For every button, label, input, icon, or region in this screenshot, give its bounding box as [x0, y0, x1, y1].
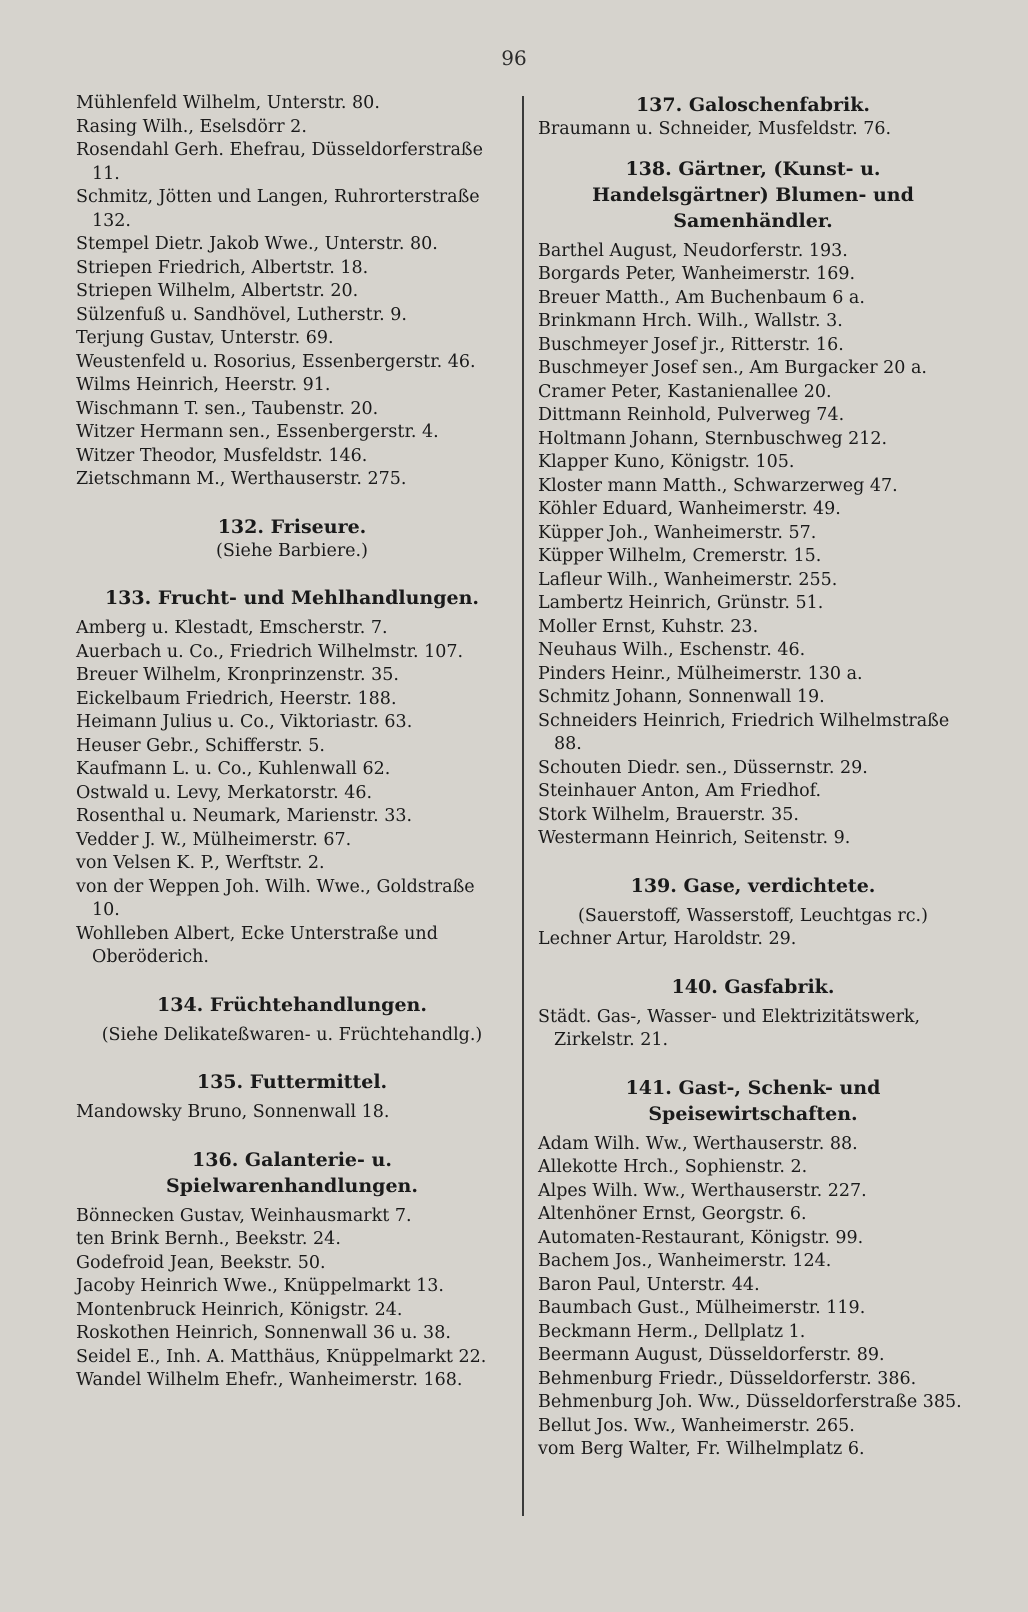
list-item: Borgards Peter, Wanheimerstr. 169.	[538, 264, 856, 284]
list-item: Weustenfeld u. Rosorius, Essenbergerstr. 46.	[76, 351, 476, 372]
list-item: Küpper Joh., Wanheimerstr. 57.	[538, 522, 817, 543]
section-132	[76, 514, 508, 564]
list-item: Bönnecken Gustav, Weinhausmarkt 7.	[76, 1205, 412, 1226]
list-item: Heimann Julius u. Co., Viktoriastr. 63.	[76, 712, 413, 732]
list-item: ten Brink Bernh., Beekstr. 24.	[76, 1229, 341, 1249]
section-note: (Sauerstoff, Wasserstoff, Leuchtgas rc.)	[578, 905, 928, 926]
list-item: Mandowsky Bruno, Sonnenwall 18.	[76, 1102, 390, 1122]
list-item: Ostwald u. Levy, Merkatorstr. 46.	[76, 782, 373, 803]
list-item: Klapper Kuno, Königstr. 105.	[538, 452, 795, 472]
section-137	[538, 92, 968, 142]
list-item: Brinkmann Hrch. Wilh., Wallstr. 3.	[538, 311, 843, 331]
list-item: Lambertz Heinrich, Grünstr. 51.	[538, 593, 824, 613]
list-item: Wischmann T. sen., Taubenstr. 20.	[76, 398, 379, 419]
section-133	[76, 585, 508, 970]
section-134	[76, 992, 508, 1048]
right-column	[538, 92, 968, 1462]
list-item: Köhler Eduard, Wanheimerstr. 49.	[538, 499, 841, 519]
list-item: Buschmeyer Josef jr., Ritterstr. 16.	[538, 334, 844, 355]
list-item: Zietschmann M., Werthauserstr. 275.	[76, 469, 407, 489]
list-item: Striepen Friedrich, Albertstr. 18.	[76, 257, 369, 278]
list-item: Altenhöner Ernst, Georgstr. 6.	[538, 1204, 807, 1224]
list-item: Baumbach Gust., Mülheimerstr. 119.	[538, 1298, 866, 1318]
section-139	[538, 873, 968, 952]
list-item: Behmenburg Friedr., Düsseldorferstr. 386.	[538, 1368, 917, 1389]
list-item: Steinhauer Anton, Am Friedhof.	[538, 781, 822, 801]
list-item: Automaten-Restaurant, Königstr. 99.	[538, 1227, 864, 1248]
section-heading: 135. Futtermittel.	[196, 1071, 388, 1093]
list-item: Terjung Gustav, Unterstr. 69.	[76, 328, 334, 348]
list-item: Mühlenfeld Wilhelm, Unterstr. 80.	[76, 93, 380, 113]
list-item: Bachem Jos., Wanheimerstr. 124.	[538, 1251, 832, 1271]
list-item: Vedder J. W., Mülheimerstr. 67.	[76, 829, 352, 850]
list-item: Kaufmann L. u. Co., Kuhlenwall 62.	[76, 759, 391, 779]
list-item: Witzer Theodor, Musfeldstr. 146.	[76, 445, 368, 466]
list-item: Schmitz Johann, Sonnenwall 19.	[538, 687, 825, 707]
list-item: Lechner Artur, Haroldstr. 29.	[538, 929, 797, 949]
section-heading: 132. Friseure.	[217, 515, 367, 538]
list-item: Jacoby Heinrich Wwe., Knüppelmarkt 13.	[76, 1276, 444, 1296]
list-item: Pinders Heinr., Mülheimerstr. 130 a.	[538, 663, 863, 684]
list-item: Bellut Jos. Ww., Wanheimerstr. 265.	[538, 1415, 855, 1436]
list-item: Heuser Gebr., Schifferstr. 5.	[76, 735, 325, 756]
section-141	[538, 1075, 968, 1462]
section-138	[538, 156, 968, 851]
list-item: Rosenthal u. Neumark, Marienstr. 33.	[76, 806, 413, 826]
list-item: Roskothen Heinrich, Sonnenwall 36 u. 38.	[76, 1323, 451, 1343]
list-item: Adam Wilh. Ww., Werthauserstr. 88.	[538, 1133, 858, 1154]
list-item: Baron Paul, Unterstr. 44.	[538, 1274, 760, 1295]
list-item: Amberg u. Klestadt, Emscherstr. 7.	[76, 618, 388, 638]
list-item: Holtmann Johann, Sternbuschweg 212.	[538, 428, 888, 449]
list-item: Godefroid Jean, Beekstr. 50.	[76, 1252, 326, 1273]
list-item: Barthel August, Neudorferstr. 193.	[538, 240, 848, 261]
list-item: vom Berg Walter, Fr. Wilhelmplatz 6.	[538, 1439, 865, 1459]
list-item: Beermann August, Düsseldorferstr. 89.	[538, 1345, 885, 1365]
section-136	[76, 1147, 508, 1393]
list-item: Städt. Gas-, Wasser- und Elektrizitätswerk, Zirkelstr. 21.	[538, 1006, 921, 1050]
section-heading: 133. Frucht- und Mehlhandlungen.	[104, 587, 480, 609]
list-item: Seidel E., Inh. A. Matthäus, Knüppelmarkt 22.	[76, 1346, 487, 1367]
list-item: Behmenburg Joh. Ww., Düsseldorferstraße 385.	[538, 1392, 962, 1412]
list-item: Küpper Wilhelm, Cremerstr. 15.	[538, 546, 822, 566]
list-item: Stempel Dietr. Jakob Wwe., Unterstr. 80.	[76, 234, 438, 254]
list-item: Wilms Heinrich, Heerstr. 91.	[76, 375, 331, 395]
section-heading: 138. Gärtner, (Kunst- u. Handelsgärtner) Blumen- und Samenhändler.	[592, 157, 914, 232]
list-item: Striepen Wilhelm, Albertstr. 20.	[76, 281, 359, 301]
list-item: Wohlleben Albert, Ecke Unterstraße und Oberöderich.	[76, 923, 438, 967]
list-item: Rasing Wilh., Eselsdörr 2.	[76, 116, 307, 137]
list-item: von der Weppen Joh. Wilh. Wwe., Goldstraße 10.	[76, 876, 475, 920]
section-heading: 134. Früchtehandlungen.	[157, 993, 427, 1016]
section-140	[538, 974, 968, 1053]
list-item: Westermann Heinrich, Seitenstr. 9.	[538, 828, 851, 848]
list-item: Schouten Diedr. sen., Düssernstr. 29.	[538, 757, 868, 778]
list-item: Breuer Wilhelm, Kronprinzenstr. 35.	[76, 665, 399, 685]
list-item: Lafleur Wilh., Wanheimerstr. 255.	[538, 569, 838, 590]
list-item: Schneiders Heinrich, Friedrich Wilhelmstraße 88.	[538, 710, 950, 754]
section-heading: 140. Gasfabrik.	[671, 975, 835, 998]
list-item: Stork Wilhelm, Brauerstr. 35.	[538, 804, 799, 825]
list-item: Kloster mann Matth., Schwarzerweg 47.	[538, 475, 898, 496]
column-divider	[522, 96, 524, 1516]
list-item: Sülzenfuß u. Sandhövel, Lutherstr. 9.	[76, 304, 407, 325]
section-heading: 141. Gast-, Schenk- und Speisewirtschaften.	[625, 1076, 881, 1125]
section-heading: 139. Gase, verdichtete.	[630, 874, 876, 897]
list-item: Beckmann Herm., Dellplatz 1.	[538, 1321, 806, 1342]
list-item: Auerbach u. Co., Friedrich Wilhelmstr. 107.	[76, 641, 464, 662]
page-number: 96	[501, 46, 527, 70]
list-item: Wandel Wilhelm Ehefr., Wanheimerstr. 168.	[76, 1370, 463, 1390]
section-135	[76, 1069, 508, 1125]
list-item: Alpes Wilh. Ww., Werthauserstr. 227.	[538, 1180, 867, 1201]
list-item: Schmitz, Jötten und Langen, Ruhrorterstraße 132.	[76, 187, 480, 231]
list-item: Dittmann Reinhold, Pulverweg 74.	[538, 405, 845, 425]
list-item: Eickelbaum Friedrich, Heerstr. 188.	[76, 688, 397, 709]
list-item: Buschmeyer Josef sen., Am Burgacker 20 a.	[538, 358, 927, 378]
list-item: Allekotte Hrch., Sophienstr. 2.	[538, 1157, 808, 1177]
left-column	[76, 92, 508, 1393]
section-heading: 136. Galanterie- u. Spielwarenhandlungen.	[166, 1148, 418, 1197]
section-note: (Siehe Delikateßwaren- u. Früchtehandlg.)	[101, 1024, 483, 1045]
list-item: von Velsen K. P., Werftstr. 2.	[76, 853, 325, 873]
list-item: Neuhaus Wilh., Eschenstr. 46.	[538, 640, 806, 660]
list-item: Montenbruck Heinrich, Königstr. 24.	[76, 1299, 403, 1320]
list-item: Rosendahl Gerh. Ehefrau, Düsseldorferstraße 11.	[76, 140, 483, 184]
section-note: (Siehe Barbiere.)	[216, 540, 368, 561]
intro-entry-list	[76, 92, 508, 492]
list-item: Braumann u. Schneider, Musfeldstr. 76.	[538, 119, 892, 139]
list-item: Witzer Hermann sen., Essenbergerstr. 4.	[76, 422, 439, 442]
list-item: Breuer Matth., Am Buchenbaum 6 a.	[538, 287, 865, 308]
list-item: Cramer Peter, Kastanienallee 20.	[538, 381, 832, 402]
section-heading: 137. Galoschenfabrik.	[635, 94, 871, 116]
list-item: Moller Ernst, Kuhstr. 23.	[538, 616, 759, 637]
